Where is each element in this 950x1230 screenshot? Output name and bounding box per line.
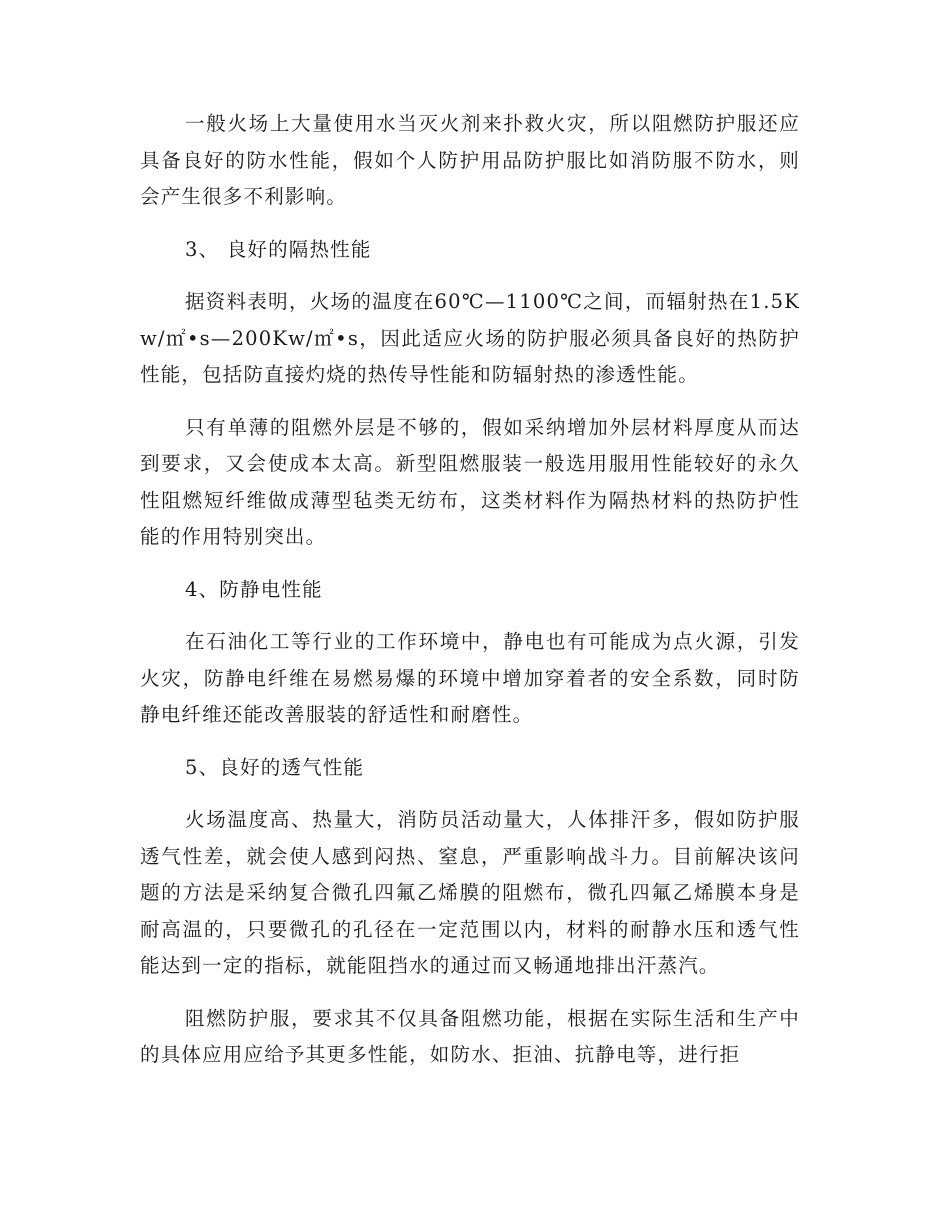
paragraph-breathability: 火场温度高、热量大，消防员活动量大，人体排汗多，假如防护服透气性差，就会使人感到闷热、窒息，严重影响战斗力。目前解决该问题的方法是采纳复合微孔四氟乙烯膜的阻燃布，微孔四氟乙烯膜本身是耐高温的，只要微孔的孔径在一定范围以内，材料的耐静水压和透气性能达到一定的指标，就能阻挡水的通过而又畅通地排出汗蒸汽。 — [140, 808, 800, 977]
paragraph-summary: 阻燃防护服，要求其不仅具备阻燃功能，根据在实际生活和生产中的具体应用应给予其更多性能，如防水、拒油、抗静电等，进行拒 — [140, 1006, 800, 1066]
paragraph-insulation-material: 只有单薄的阻燃外层是不够的，假如采纳增加外层材料厚度从而达到要求，又会使成本太高。新型阻燃服装一般选用服用性能较好的永久性阻燃短纤维做成薄型毡类无纺布，这类材料作为隔热材料的热防护性能的作用特别突出。 — [140, 415, 800, 548]
paragraph-waterproof: 一般火场上大量使用水当灭火剂来扑救火灾，所以阻燃防护服还应具备良好的防水性能，假如个人防护用品防护服比如消防服不防水，则会产生很多不利影响。 — [140, 112, 800, 208]
heading-breathability: 5、良好的透气性能 — [185, 755, 365, 779]
heading-antistatic: 4、防静电性能 — [185, 577, 323, 601]
paragraph-temperature: 据资料表明，火场的温度在60℃—1100℃之间，而辐射热在1.5Kw/㎡•s—200Kw/㎡•s，因此适应火场的防护服必须具备良好的热防护性能，包括防直接灼烧的热传导性能和防辐射热的渗透性能。 — [140, 290, 800, 386]
document-body — [140, 106, 800, 1090]
paragraph-antistatic: 在石油化工等行业的工作环境中，静电也有可能成为点火源，引发火灾，防静电纤维在易燃易爆的环境中增加穿着者的安全系数，同时防静电纤维还能改善服装的舒适性和耐磨性。 — [140, 630, 800, 726]
heading-insulation: 3、 良好的隔热性能 — [185, 237, 372, 261]
